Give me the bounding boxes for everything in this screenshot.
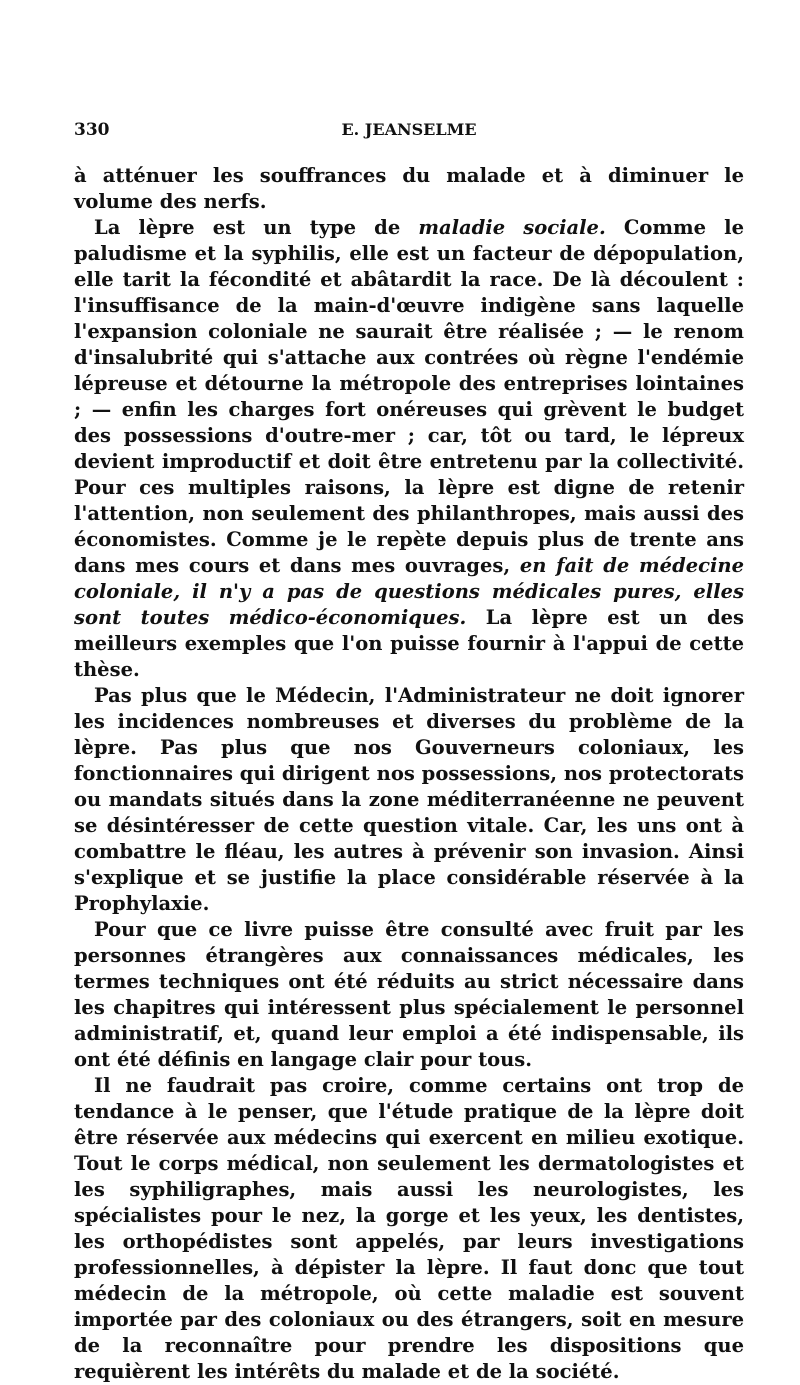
paragraph-2-part-c: Comme le paludisme et la syphilis, elle est un facteur de dépopulation, elle tarit la fécondité et abâtardit la race. De là découlent : l'insuffisance de la main-d'œuvre indigène sans laquelle l'expansion coloniale ne saurait être réalisée ; — le renom d'insalubrité qui s'attache aux contrées où règne l'endémie lépreuse et détourne la métropole des entreprises lointaines ; — enfin les charges fort onéreuses qui grèvent le budget des possessions d'outre-mer ; car, tôt ou tard, le lépreux devient improductif et doit être entretenu par la collectivité. Pour ces multiples raisons, la lèpre est digne de retenir l'attention, non seulement des philanthropes, mais aussi des économistes. Comme je le repète depuis plus de trente ans dans mes cours et dans mes ouvrages, xyxy=(74,216,744,577)
paragraph-2-part-a: La lèpre est un type de xyxy=(94,216,419,239)
paragraph-2 xyxy=(74,215,744,683)
page-number: 330 xyxy=(74,120,110,140)
paragraph-2-part-e: La lèpre est un des meilleurs exemples que l'on puisse fournir à l'appui de cette thèse. xyxy=(74,606,744,681)
paragraph-1: à atténuer les souffrances du malade et à diminuer le volume des nerfs. xyxy=(74,164,744,213)
page-header xyxy=(74,120,744,144)
paragraph-4: Pour que ce livre puisse être consulté avec fruit par les personnes étrangères aux connaissances médicales, les termes techniques ont été réduits au strict nécessaire dans les chapitres qui intéressent plus spécialement le personnel administratif, et, quand leur emploi a été indispensable, ils ont été définis en langage clair pour tous. xyxy=(74,918,744,1071)
paragraph-2-italic-quote: en fait de médecine coloniale, il n'y a pas de questions médicales pures, elles sont toutes médico-économiques. xyxy=(74,554,744,629)
paragraph-5: Il ne faudrait pas croire, comme certains ont trop de tendance à le penser, que l'étude pratique de la lèpre doit être réservée aux médecins qui exercent en milieu exotique. Tout le corps médical, non seulement les dermatologistes et les syphiligraphes, mais aussi les neurologistes, les spécialistes pour le nez, la gorge et les yeux, les dentistes, les orthopédistes sont appelés, par leurs investigations professionnelles, à dépister la lèpre. Il faut donc que tout médecin de la métropole, où cette maladie est souvent importée par des coloniaux ou des étrangers, soit en mesure de la reconnaître pour prendre les dispositions que requièrent les intérêts du malade et de la société. xyxy=(74,1074,744,1383)
paragraph-3: Pas plus que le Médecin, l'Administrateur ne doit ignorer les incidences nombreuses et diverses du problème de la lèpre. Pas plus que nos Gouverneurs coloniaux, les fonctionnaires qui dirigent nos possessions, nos protectorats ou mandats situés dans la zone méditerranéenne ne peuvent se désintéresser de cette question vitale. Car, les uns ont à combattre le fléau, les autres à prévenir son invasion. Ainsi s'explique et se justifie la place considérable réservée à la Prophylaxie. xyxy=(74,684,744,915)
paragraph-2-italic-term: maladie sociale. xyxy=(418,216,606,239)
body-text xyxy=(74,163,744,1385)
running-head: E. JEANSELME xyxy=(341,120,477,139)
